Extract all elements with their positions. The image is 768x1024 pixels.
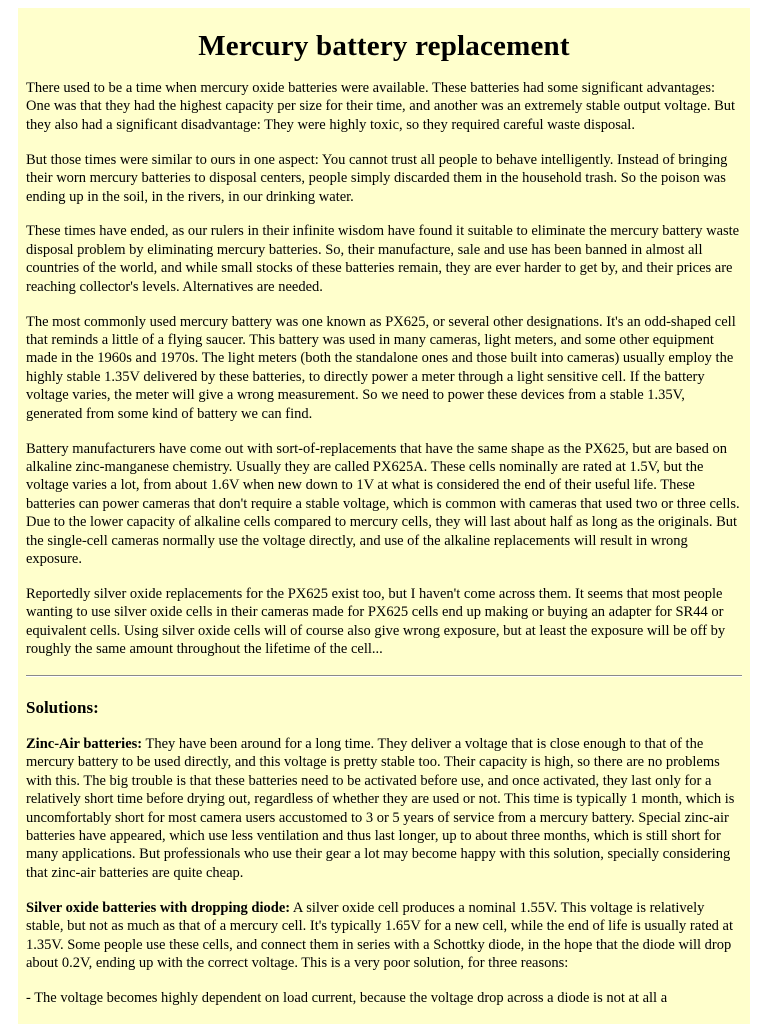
- solution-text: A silver oxide cell produces a nominal 1.55V. This voltage is relatively stable, but not as much as that of a mercury cell. It's typically 1.65V for a new cell, while the end of life is usually rated at 1.35V. Some people use these cells, and connect them in series with a Schottky diode, in the hope that the diode will drop about 0.2V, ending up with the correct voltage. This is a very poor solution, for three reasons:: [26, 899, 733, 971]
- trailing-paragraph: - The voltage becomes highly dependent on load current, because the voltage drop across a diode is not at all a: [26, 989, 668, 1006]
- solution-paragraph-silver-oxide: [26, 899, 742, 973]
- solution-text: They have been around for a long time. They deliver a voltage that is close enough to that of the mercury battery to be used directly, and this voltage is pretty stable too. Their capacity is high, so there are no problems with this. The big trouble is that these batteries need to be activated before use, and once activated, they last only for a relatively short time before drying out, regardless of whether they are used or not. This time is typically 1 month, which is uncomfortably short for most camera users accustomed to 3 or 5 years of service from a mercury battery. Special zinc-air batteries have appeared, which use less ventilation and thus last longer, up to about three months, which is still short for many applications. But professionals who use their gear a lot may become happy with this solution, specially considering that zinc-air batteries are quite cheap.: [26, 735, 735, 881]
- intro-paragraph: The most commonly used mercury battery was one known as PX625, or several other designations. It's an odd-shaped cell that reminds a little of a flying saucer. This battery was used in many cameras, light meters, and some other equipment made in the 1960s and 1970s. The light meters (both the standalone ones and those built into cameras) usually employ the highly stable 1.35V delivered by these batteries, to directly power a meter through a light sensitive cell. If the battery voltage varies, the meter will give a wrong measurement. So we need to power these devices from a stable 1.35V, generated from some kind of battery we can find.: [26, 313, 736, 422]
- intro-paragraph: There used to be a time when mercury oxide batteries were available. These batteries had some significant advantages: One was that they had the highest capacity per size for their time, and another was an extremely stable output voltage. But they also had a significant disadvantage: They were highly toxic, so they required careful waste disposal.: [26, 80, 736, 133]
- solution-term: Silver oxide batteries with dropping diode:: [26, 899, 291, 916]
- section-divider: [26, 675, 742, 677]
- article-page: [18, 8, 750, 1024]
- intro-paragraph: Battery manufacturers have come out with sort-of-replacements that have the same shape as the PX625, but are based on alkaline zinc-manganese chemistry. Usually they are called PX625A. These cells nominally are rated at 1.5V, but the voltage varies a lot, from about 1.6V when new down to 1V at what is considered the end of their useful life. These batteries can power cameras that don't require a stable voltage, which is common with cameras that used two or three cells. Due to the lower capacity of alkaline cells compared to mercury cells, they will last about half as long as the originals. But the single-cell cameras normally use the voltage directly, and use of the alkaline replacements will result in wrong exposure.: [26, 440, 740, 567]
- intro-paragraph: Reportedly silver oxide replacements for the PX625 exist too, but I haven't come across them. It seems that most people wanting to use silver oxide cells in their cameras made for PX625 cells end up making or buying an adapter for SR44 or equivalent cells. Using silver oxide cells will of course also give wrong exposure, but at least the exposure will be off by roughly the same amount throughout the lifetime of the cell...: [26, 585, 726, 658]
- solutions-heading: Solutions:: [26, 697, 99, 717]
- solution-term: Zinc-Air batteries:: [26, 735, 143, 752]
- intro-paragraph: These times have ended, as our rulers in their infinite wisdom have found it suitable to eliminate the mercury battery waste disposal problem by eliminating mercury batteries. So, their manufacture, sale and use has been banned in almost all countries of the world, and while small stocks of these batteries remain, they are ever harder to get by, and their prices are reaching collector's levels. Alternatives are needed.: [26, 223, 740, 295]
- solution-paragraph-zinc-air: [26, 735, 742, 882]
- intro-paragraph: But those times were similar to ours in one aspect: You cannot trust all people to behave intelligently. Instead of bringing their worn mercury batteries to disposal centers, people simply discarded them in the household trash. So the poison was ending up in the soil, in the rivers, in our drinking water.: [26, 151, 728, 205]
- page-title: Mercury battery replacement: [198, 30, 570, 62]
